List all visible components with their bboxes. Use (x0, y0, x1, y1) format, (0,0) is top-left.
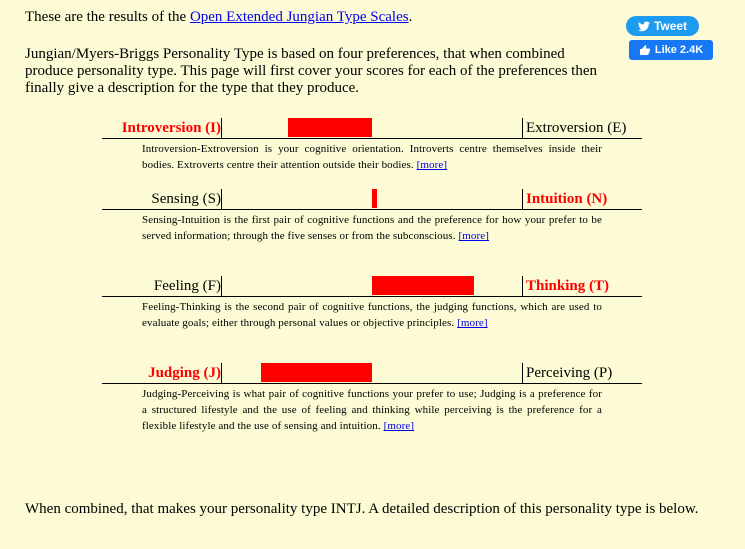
like-label: Like 2.4K (654, 44, 704, 56)
scale-more-link[interactable]: [more] (457, 317, 488, 329)
scale-bar-row (102, 275, 642, 297)
scale-introversion-extroversion (102, 117, 642, 173)
scale-more-link[interactable]: [more] (383, 420, 415, 432)
scale-right-boundary (522, 276, 523, 296)
scale-description-text: Sensing-Intuition is the first pair of cognitive functions and the preference for how your prefer to be served information; through the five senses or from the subconscious. (142, 214, 602, 242)
scale-score-bar (372, 189, 377, 208)
scale-score-bar (288, 118, 372, 137)
scale-right-boundary (522, 363, 523, 383)
scale-description (142, 212, 602, 244)
scale-left-label: Judging (J) (148, 365, 221, 381)
scale-description (142, 299, 602, 331)
scale-description-text: Judging-Perceiving is what pair of cognitive functions your prefer to use; Judging is a preference for a structured lifestyle and the use of feeling and thinking while perceiving is the preference for a flexible lifestyle and the use of sensing and intuition. (142, 388, 602, 432)
scale-score-bar (372, 276, 474, 295)
twitter-bird-icon (638, 21, 650, 32)
scale-left-boundary (221, 276, 222, 296)
scale-right-boundary (522, 189, 523, 209)
scale-right-label: Thinking (T) (526, 278, 609, 294)
intro-paragraph: Jungian/Myers-Briggs Personality Type is based on four preferences, that when combined produce personality type. This page will first cover your scores for each of the preferences then finally give a description for the type that they produce. (25, 46, 598, 96)
scale-judging-perceiving (102, 362, 642, 434)
tweet-button[interactable] (626, 16, 699, 36)
scale-more-link[interactable]: [more] (416, 159, 448, 171)
scale-more-link[interactable]: [more] (458, 230, 490, 242)
scale-right-label: Perceiving (P) (526, 365, 613, 381)
tweet-label: Tweet (653, 19, 688, 33)
oejts-link[interactable]: Open Extended Jungian Type Scales (189, 9, 409, 25)
scale-sensing-intuition (102, 188, 642, 244)
scale-left-boundary (221, 363, 222, 383)
scale-bar-row (102, 188, 642, 210)
scale-left-boundary (221, 118, 222, 138)
intro-prefix: These are the results of the (25, 9, 190, 25)
thumbs-up-icon (639, 44, 651, 56)
scale-left-label: Sensing (S) (151, 191, 221, 207)
combined-result-text: When combined, that makes your personality type INTJ. A detailed description of this personality type is below. (25, 501, 699, 517)
intro-suffix: . (408, 9, 413, 25)
scale-right-label: Extroversion (E) (526, 120, 627, 136)
facebook-like-button[interactable] (629, 40, 713, 60)
scale-right-label: Intuition (N) (526, 191, 608, 207)
scale-left-label: Feeling (F) (153, 278, 221, 294)
scale-left-boundary (221, 189, 222, 209)
scale-bar-row (102, 117, 642, 139)
scale-description-text: Introversion-Extroversion is your cognitive orientation. Introverts centre themselves inside their bodies. Extroverts centre their attention outside their bodies. (142, 143, 602, 171)
scale-description (142, 141, 602, 173)
scale-bar-row (102, 362, 642, 384)
scale-right-boundary (522, 118, 523, 138)
scale-feeling-thinking (102, 275, 642, 331)
scale-left-label: Introversion (I) (121, 120, 221, 136)
scale-description (142, 386, 602, 434)
intro-text (25, 9, 615, 26)
scale-description-text: Feeling-Thinking is the second pair of cognitive functions, the judging functions, which are used to evaluate goals; either through personal values or objective principles. (142, 301, 602, 329)
scale-score-bar (261, 363, 372, 382)
